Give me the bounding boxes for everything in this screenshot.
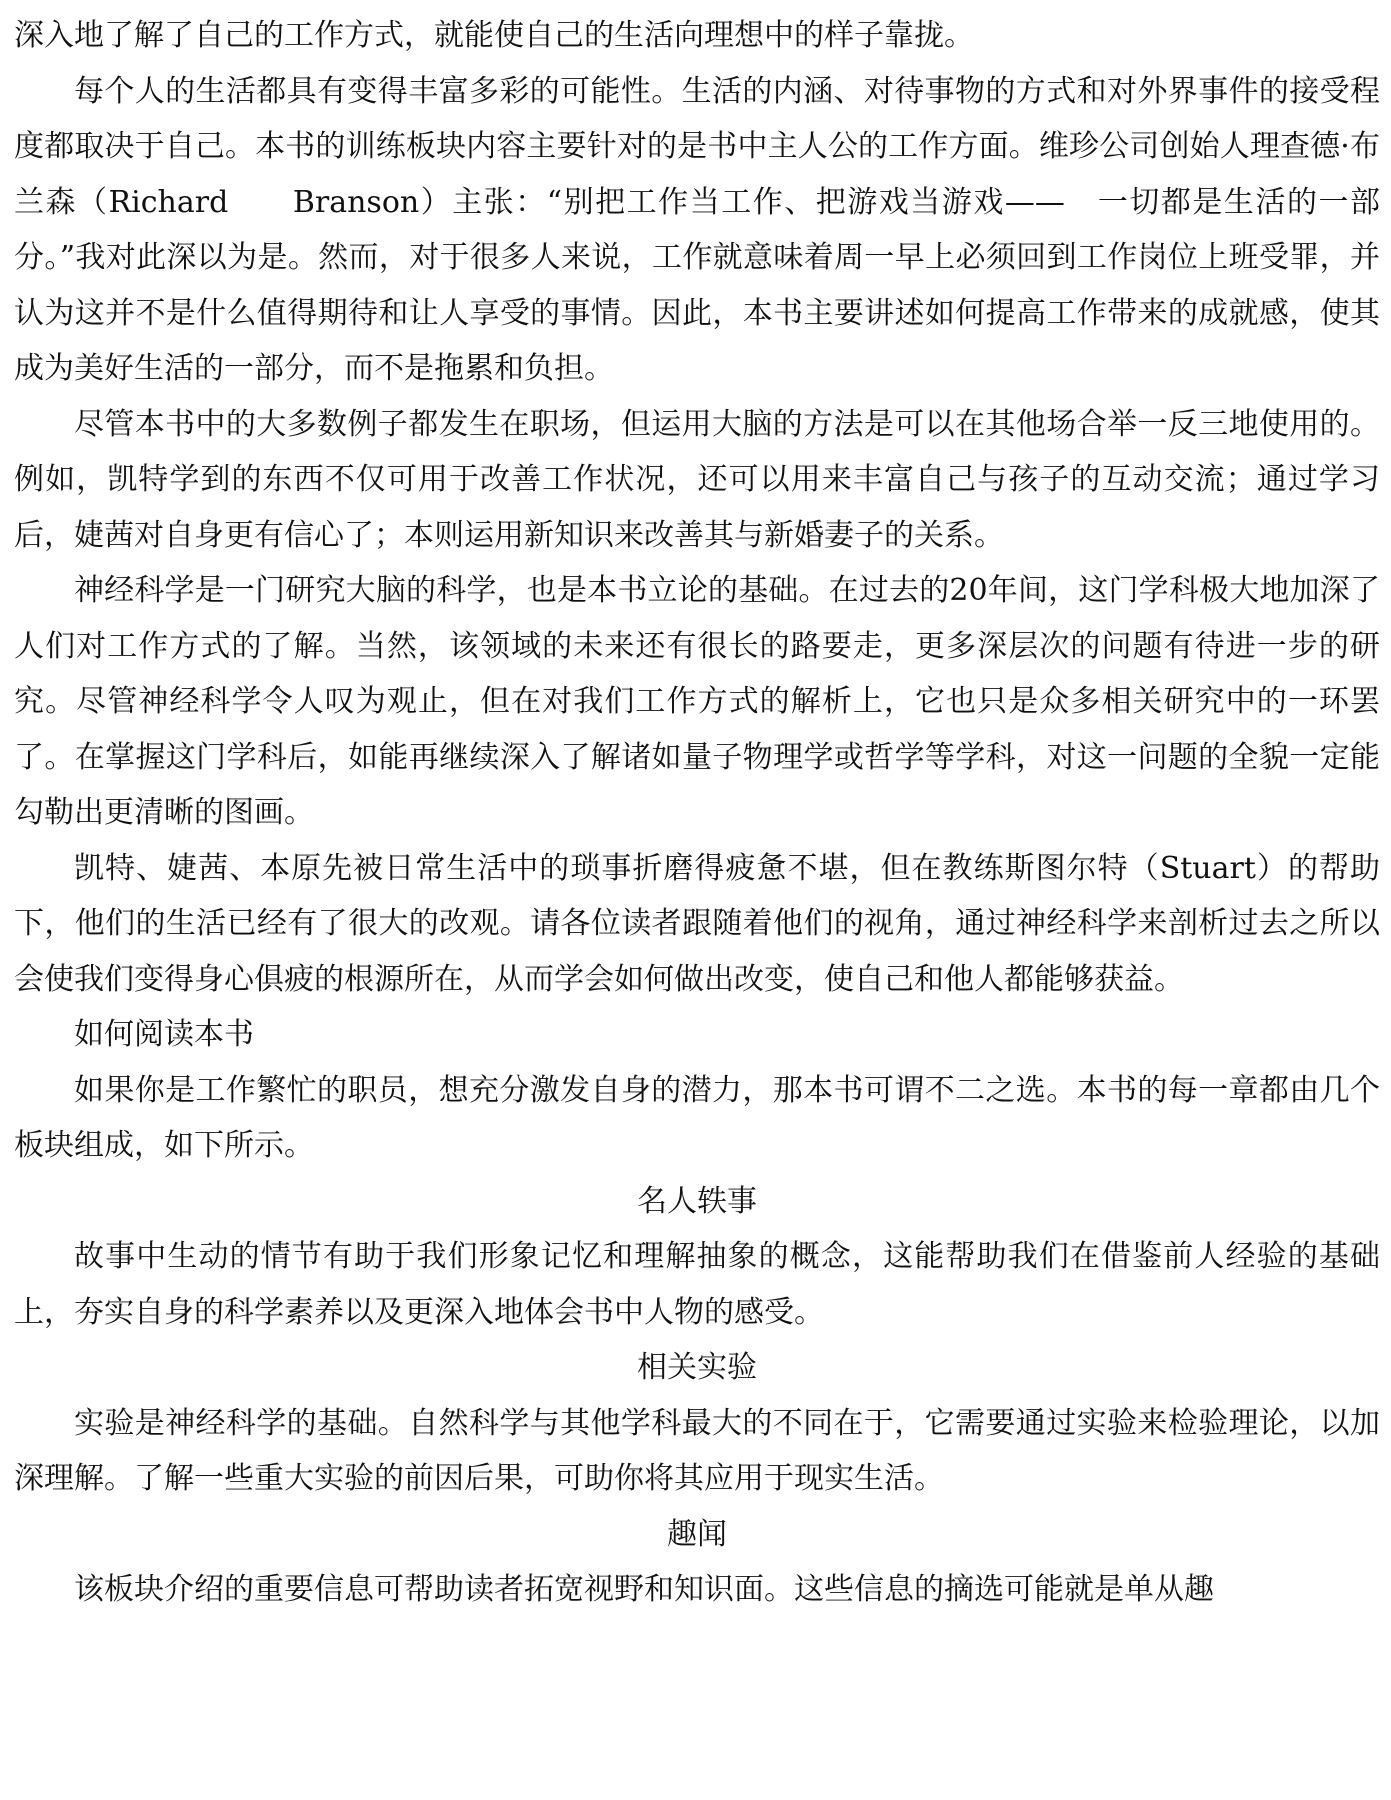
paragraph-neuroscience: 神经科学是一门研究大脑的科学，也是本书立论的基础。在过去的20年间，这门学科极大地加深了人们对工作方式的了解。当然，该领域的未来还有很长的路要走，更多深层次的问题有待进一步的研究。尽管神经科学令人叹为观止，但在对我们工作方式的解析上，它也只是众多相关研究中的一环罢了。在掌握这门学科后，如能再继续深入了解诸如量子物理学或哲学等学科，对这一问题的全貌一定能勾勒出更清晰的图画。	[14, 573, 1380, 830]
paragraph-continuation: 深入地了解了自己的工作方式，就能使自己的生活向理想中的样子靠拢。	[14, 18, 974, 53]
page-body	[14, 8, 1380, 1618]
paragraph-how-to-read: 如果你是工作繁忙的职员，想充分激发自身的潜力，那本书可谓不二之选。本书的每一章都由几个板块组成，如下所示。	[14, 1072, 1380, 1163]
block-heading-experiments: 相关实验	[637, 1350, 757, 1385]
paragraph-characters: 凯特、婕茜、本原先被日常生活中的琐事折磨得疲惫不堪，但在教练斯图尔特（Stuart）的帮助下，他们的生活已经有了很大的改观。请各位读者跟随着他们的视角，通过神经科学来剖析过去之所以会使我们变得身心俱疲的根源所在，从而学会如何做出改变，使自己和他人都能够获益。	[14, 850, 1380, 997]
paragraph-examples: 尽管本书中的大多数例子都发生在职场，但运用大脑的方法是可以在其他场合举一反三地使用的。例如，凯特学到的东西不仅可用于改善工作状况，还可以用来丰富自己与孩子的互动交流；通过学习后，婕茜对自身更有信心了；本则运用新知识来改善其与新婚妻子的关系。	[14, 406, 1380, 553]
section-heading-how-to-read: 如何阅读本书	[74, 1017, 254, 1052]
block-heading-trivia: 趣闻	[667, 1516, 727, 1552]
block-heading-anecdotes: 名人轶事	[637, 1183, 757, 1219]
paragraph-experiments: 实验是神经科学的基础。自然科学与其他学科最大的不同在于，它需要通过实验来检验理论，以加深理解。了解一些重大实验的前因后果，可助你将其应用于现实生活。	[14, 1405, 1380, 1496]
paragraph-branson-quote: 每个人的生活都具有变得丰富多彩的可能性。生活的内涵、对待事物的方式和对外界事件的接受程度都取决于自己。本书的训练板块内容主要针对的是书中主人公的工作方面。维珍公司创始人理查德·布兰森（Richard Branson）主张：“别把工作当工作、把游戏当游戏—— 一切都是生活的一部分。”我对此深以为是。然而，对于很多人来说，工作就意味着周一早上必须回到工作岗位上班受罪，并认为这并不是什么值得期待和让人享受的事情。因此，本书主要讲述如何提高工作带来的成就感，使其成为美好生活的一部分，而不是拖累和负担。	[14, 73, 1380, 386]
paragraph-anecdotes: 故事中生动的情节有助于我们形象记忆和理解抽象的概念，这能帮助我们在借鉴前人经验的基础上，夯实自身的科学素养以及更深入地体会书中人物的感受。	[14, 1239, 1380, 1330]
paragraph-trivia: 该板块介绍的重要信息可帮助读者拓宽视野和知识面。这些信息的摘选可能就是单从趣	[74, 1572, 1214, 1607]
